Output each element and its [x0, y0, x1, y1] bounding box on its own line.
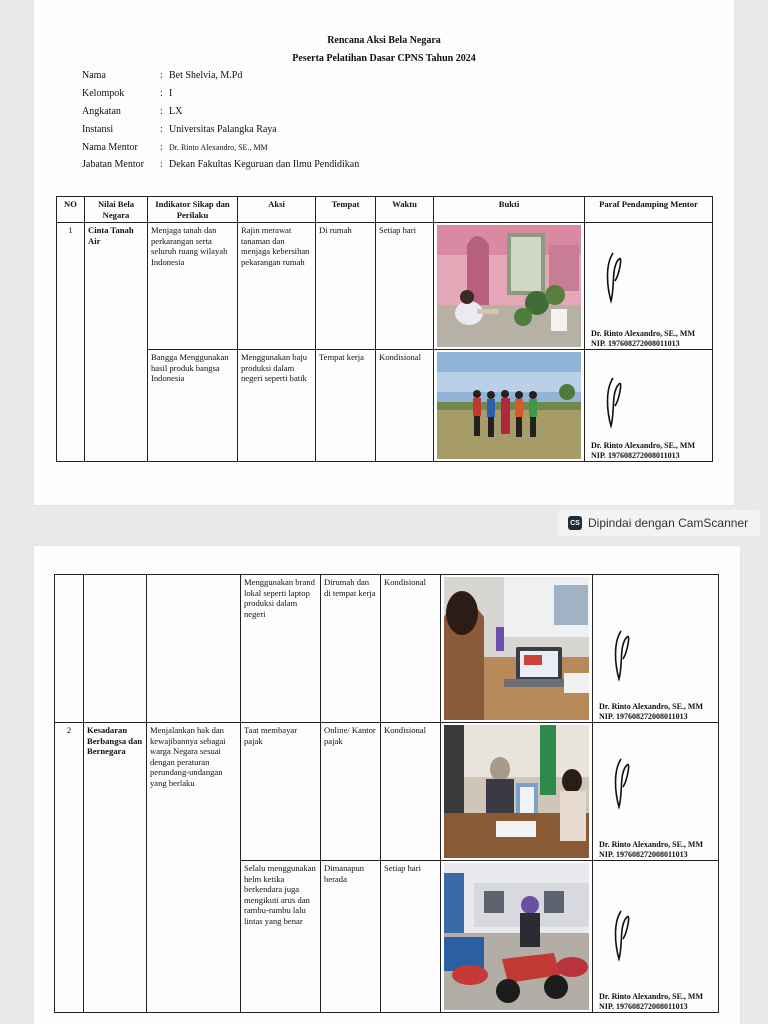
- cell-paraf: [585, 350, 713, 462]
- field-colon: :: [160, 106, 163, 117]
- header-tempat: Tempat: [316, 197, 376, 223]
- table-header-row: [57, 197, 713, 223]
- mentor-signature-block: [591, 441, 695, 460]
- evidence-photo-helmet-rider: [444, 863, 589, 1010]
- field-label-nama-mentor: Nama Mentor: [82, 142, 138, 153]
- field-label-kelompok: Kelompok: [82, 88, 125, 99]
- mentor-name: Dr. Rinto Alexandro, SE., MM: [599, 840, 704, 849]
- cell-indikator: Menjalankan hak dan kewajibannya sebagai warga Negara sesuai dengan peraturan perundang-undangan yang berlaku: [147, 723, 241, 1013]
- evidence-photo-batik-group: [437, 352, 581, 459]
- header-paraf: Paraf Pendamping Mentor: [585, 197, 713, 223]
- camscanner-badge: [558, 510, 760, 536]
- cell-paraf: [593, 723, 719, 861]
- header-nilai: Nilai Bela Negara: [85, 197, 148, 223]
- table-row: [55, 723, 719, 861]
- field-value-nama: Bet Shelvia, M.Pd: [169, 70, 243, 81]
- cell-no: [55, 575, 84, 723]
- cell-paraf: [593, 575, 719, 723]
- header-aksi: Aksi: [238, 197, 316, 223]
- field-value-nama-mentor: Dr. Rinto Alexandro, SE., MM: [169, 143, 268, 152]
- field-value-instansi: Universitas Palangka Raya: [169, 124, 277, 135]
- action-plan-table-page-2: [54, 574, 719, 1013]
- cell-tempat: Dimanapun berada: [321, 861, 381, 1013]
- cell-waktu: Kondisional: [381, 575, 441, 723]
- cell-aksi: Selalu menggunakan helm ketika berkendara juga mengikuti arus dan rambu-rambu lalu lintas yang benar: [241, 861, 321, 1013]
- cell-bukti: [441, 723, 593, 861]
- mentor-signature-block: [599, 840, 703, 859]
- field-colon: :: [160, 88, 163, 99]
- field-label-angkatan: Angkatan: [82, 106, 121, 117]
- table-row: [57, 350, 713, 462]
- mentor-nip: NIP. 197608272008011013: [599, 1001, 688, 1011]
- evidence-photo-laptop: [444, 577, 589, 720]
- header-waktu: Waktu: [376, 197, 434, 223]
- field-colon: :: [160, 142, 163, 153]
- cell-aksi: Taat membayar pajak: [241, 723, 321, 861]
- action-plan-table-page-1: [56, 196, 713, 462]
- cell-bukti: [441, 861, 593, 1013]
- camscanner-text: Dipindai dengan CamScanner: [588, 516, 749, 530]
- header-indikator: Indikator Sikap dan Perilaku: [148, 197, 238, 223]
- cell-tempat: Di rumah: [316, 223, 376, 350]
- field-label-nama: Nama: [82, 70, 106, 81]
- cell-no: 2: [55, 723, 84, 1013]
- cell-waktu: Kondisional: [381, 723, 441, 861]
- document-title: Rencana Aksi Bela Negara: [327, 35, 441, 46]
- cell-waktu: Setiap hari: [376, 223, 434, 350]
- mentor-nip: NIP. 197608272008011013: [599, 711, 688, 721]
- field-colon: :: [160, 159, 163, 170]
- mentor-nip: NIP. 197608272008011013: [599, 849, 688, 859]
- signature-icon: [597, 372, 637, 432]
- field-label-instansi: Instansi: [82, 124, 114, 135]
- cell-indikator: Bangga Menggunakan hasil produk bangsa Indonesia: [148, 350, 238, 462]
- mentor-name: Dr. Rinto Alexandro, SE., MM: [591, 329, 696, 338]
- field-value-angkatan: LX: [169, 106, 183, 117]
- cell-aksi: Menggunakan baju produksi dalam negeri seperti batik: [238, 350, 316, 462]
- cell-paraf: [585, 223, 713, 350]
- camscanner-logo-icon: CS: [568, 516, 582, 530]
- cell-indikator: [147, 575, 241, 723]
- mentor-nip: NIP. 197608272008011013: [591, 338, 680, 348]
- field-colon: :: [160, 124, 163, 135]
- evidence-photo-plants: [437, 225, 581, 347]
- field-value-kelompok: I: [169, 88, 173, 99]
- table-row: [57, 223, 713, 350]
- header-no: NO: [57, 197, 85, 223]
- cell-bukti: [441, 575, 593, 723]
- cell-nilai: Kesadaran Berbangsa dan Bernegara: [84, 723, 147, 1013]
- evidence-photo-tax-office: [444, 725, 589, 858]
- cell-tempat: Dirumah dan di tempat kerja: [321, 575, 381, 723]
- cell-tempat: Online/ Kantor pajak: [321, 723, 381, 861]
- field-value-jabatan-mentor: Dekan Fakultas Keguruan dan Ilmu Pendidikan: [169, 159, 360, 170]
- cell-waktu: Kondisional: [376, 350, 434, 462]
- mentor-signature-block: [591, 329, 695, 348]
- mentor-name: Dr. Rinto Alexandro, SE., MM: [591, 441, 696, 450]
- cell-nilai: [84, 575, 147, 723]
- signature-icon: [605, 905, 645, 965]
- document-page-1: [34, 0, 734, 505]
- mentor-name: Dr. Rinto Alexandro, SE., MM: [599, 702, 704, 711]
- field-colon: :: [160, 70, 163, 81]
- cell-bukti: [434, 350, 585, 462]
- mentor-nip: NIP. 197608272008011013: [591, 450, 680, 460]
- document-subtitle: Peserta Pelatihan Dasar CPNS Tahun 2024: [292, 53, 476, 64]
- cell-paraf: [593, 861, 719, 1013]
- field-label-jabatan-mentor: Jabatan Mentor: [82, 159, 144, 170]
- signature-icon: [597, 247, 637, 307]
- table-row: [55, 575, 719, 723]
- cell-nilai: Cinta Tanah Air: [85, 223, 148, 462]
- mentor-signature-block: [599, 992, 703, 1011]
- cell-waktu: Setiap hari: [381, 861, 441, 1013]
- cell-aksi: Rajin merawat tanaman dan menjaga kebersihan pekarangan rumah: [238, 223, 316, 350]
- cell-tempat: Tempat kerja: [316, 350, 376, 462]
- mentor-name: Dr. Rinto Alexandro, SE., MM: [599, 992, 704, 1001]
- document-page-2: [34, 546, 740, 1024]
- cell-bukti: [434, 223, 585, 350]
- mentor-signature-block: [599, 702, 703, 721]
- cell-indikator: Menjaga tanah dan perkarangan serta seluruh ruang wilayah Indonesia: [148, 223, 238, 350]
- cell-aksi: Menggunakan brand lokal seperti laptop produksi dalam negeri: [241, 575, 321, 723]
- signature-icon: [605, 753, 645, 813]
- cell-no: 1: [57, 223, 85, 462]
- signature-icon: [605, 625, 645, 685]
- header-bukti: Bukti: [434, 197, 585, 223]
